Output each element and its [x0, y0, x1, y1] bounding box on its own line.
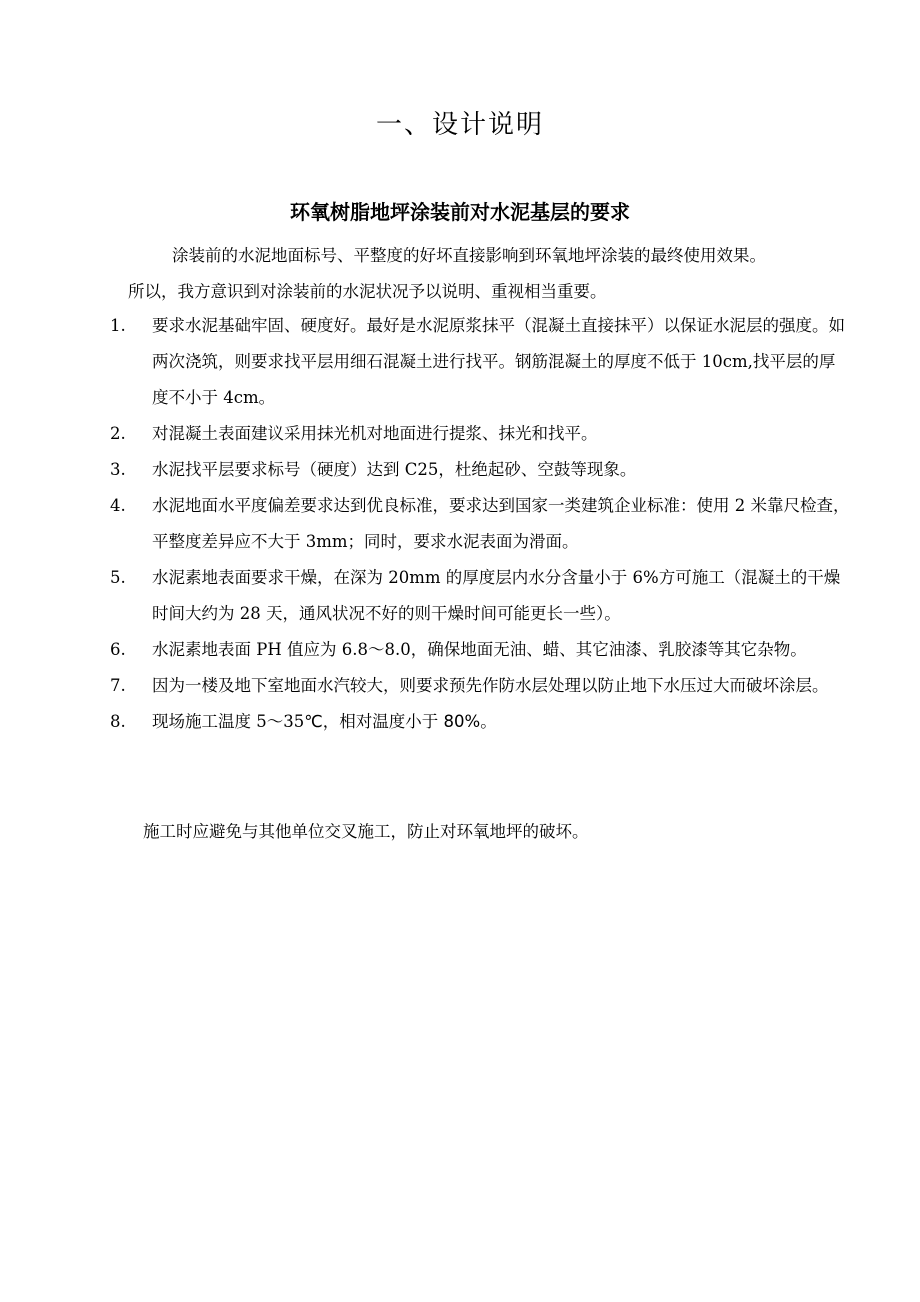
list-item-text: 水泥地面水平度偏差要求达到优良标准，要求达到国家一类建筑企业标准：使用 2 米靠尺检查，平整度差异应不大于 3mm；同时，要求水泥表面为滑面。: [152, 496, 850, 551]
closing-note: 施工时应避免与其他单位交叉施工，防止对环氧地坪的破坏。: [143, 822, 589, 841]
humidity-value: 80%: [443, 712, 481, 731]
list-item-text: 水泥素地表面 PH 值应为 6.8～8.0，确保地面无油、蜡、其它油漆、乳胶漆等其它杂物。: [152, 640, 807, 659]
intro-line-1: 涂装前的水泥地面标号、平整度的好坏直接影响到环氧地坪涂装的最终使用效果。: [172, 246, 766, 265]
list-item: [110, 308, 850, 416]
list-item: [110, 668, 850, 704]
intro-paragraph: [128, 238, 848, 310]
list-item-number: 3.: [110, 460, 126, 479]
list-item-number: 6.: [110, 640, 126, 659]
requirements-list: [110, 308, 850, 740]
section-title: 一、设计说明: [375, 110, 544, 140]
list-item: [110, 452, 850, 488]
list-item: [110, 560, 850, 632]
list-item-text: 对混凝土表面建议采用抹光机对地面进行提浆、抹光和找平。: [152, 424, 598, 443]
list-item-text: 水泥找平层要求标号（硬度）达到 C25，杜绝起砂、空鼓等现象。: [152, 460, 637, 479]
list-item: [110, 632, 850, 668]
list-item-text: 因为一楼及地下室地面水汽较大，则要求预先作防水层处理以防止地下水压过大而破坏涂层。: [152, 676, 829, 695]
list-item-text: [152, 704, 850, 740]
list-item-number: 1.: [110, 316, 126, 335]
list-item: [110, 416, 850, 452]
list-item: [110, 704, 850, 740]
intro-line-2: 所以，我方意识到对涂装前的水泥状况予以说明、重视相当重要。: [128, 282, 607, 301]
list-item-text: 水泥素地表面要求干燥，在深为 20mm 的厚度层内水分含量小于 6%方可施工（混凝土的干燥时间大约为 28 天，通风状况不好的则干燥时间可能更长一些）。: [152, 568, 841, 623]
list-item-number: 8.: [110, 712, 126, 731]
list-item-text-part: 现场施工温度 5～35: [152, 712, 305, 731]
list-item-text: 要求水泥基础牢固、硬度好。最好是水泥原浆抹平（混凝土直接抹平）以保证水泥层的强度。如两次浇筑，则要求找平层用细石混凝土进行找平。钢筋混凝土的厚度不低于 10cm,找平层的厚度不小于 4cm。: [152, 316, 845, 407]
list-item-number: 7.: [110, 676, 126, 695]
list-item: [110, 488, 850, 560]
list-item-number: 4.: [110, 496, 126, 515]
list-item-text-part: ，相对温度小于: [322, 712, 444, 731]
list-item-number: 2.: [110, 424, 126, 443]
document-title: 环氧树脂地坪涂装前对水泥基层的要求: [290, 200, 630, 224]
degree-celsius-symbol: ℃: [304, 712, 323, 731]
list-item-text-part: 。: [480, 712, 497, 731]
list-item-number: 5.: [110, 568, 126, 587]
